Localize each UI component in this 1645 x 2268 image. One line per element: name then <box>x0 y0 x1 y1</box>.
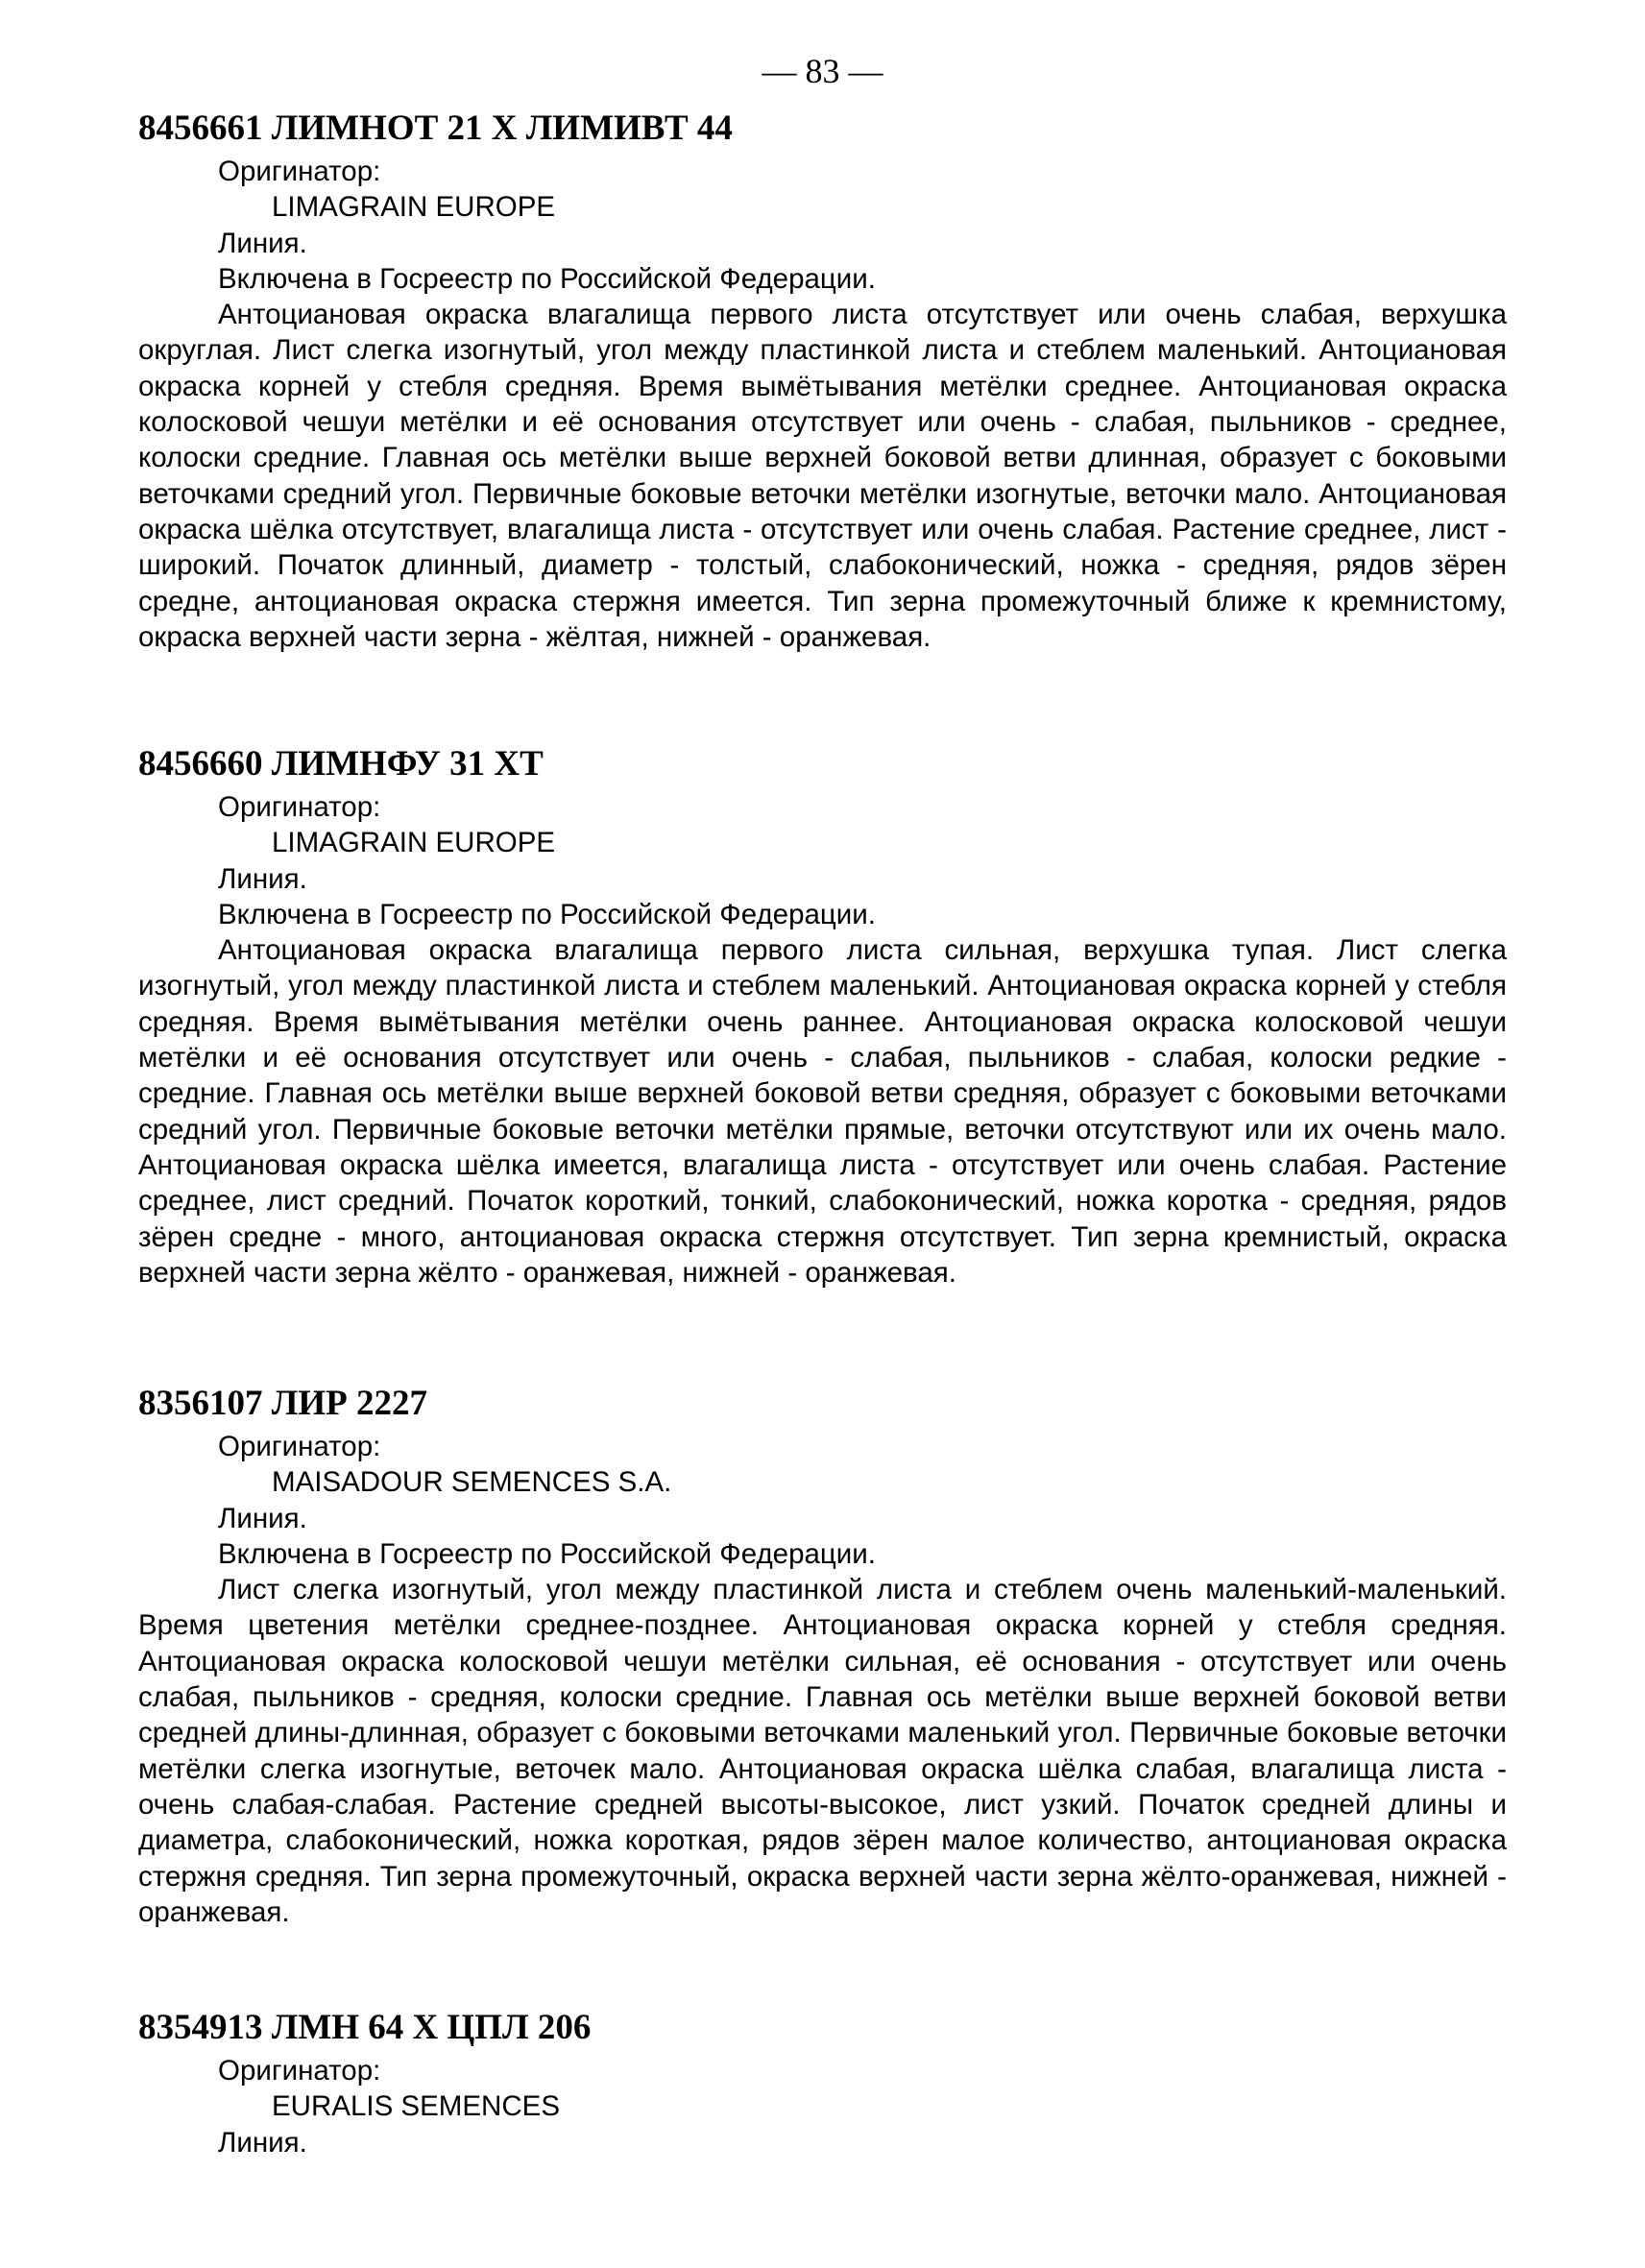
originator-name: LIMAGRAIN EUROPE <box>272 827 556 859</box>
entry-title: 8354913 ЛМН 64 Х ЦПЛ 206 <box>138 2008 592 2047</box>
originator-label: Оригинатор: <box>218 1431 381 1462</box>
page-number: — 83 — <box>762 52 883 90</box>
registry-status: Включена в Госреестр по Российской Федерации. <box>218 898 876 930</box>
variety-entry <box>138 1383 1507 1930</box>
entry-description: Антоциановая окраска влагалища первого листа сильная, верхушка тупая. Лист слегка изогнутый, угол между пластинкой листа и стеблем маленький. Антоциановая окраска корней у стебля средняя. Время вымётывания метёлки очень раннее. Антоциановая окраска колосковой чешуи метёлки и её основания отсутствует или очень - слабая, пыльников - слабая, колоски редкие - средние. Главная ось метёлки выше верхней боковой ветви средняя, образует с боковыми веточками средний угол. Первичные боковые веточки метёлки прямые, веточки отсутствуют или их очень мало. Антоциановая окраска шёлка имеется, влагалища листа - отсутствует или очень слабая. Растение среднее, лист средний. Початок короткий, тонкий, слабоконический, ножка коротка - средняя, рядов зёрен средне - много, антоциановая окраска стержня отсутствует. Тип зерна кремнистый, окраска верхней части зерна жёлто - оранжевая, нижней - оранжевая. <box>138 934 1507 1289</box>
entry-type: Линия. <box>218 1502 307 1534</box>
entry-type: Линия. <box>218 862 307 895</box>
originator-label: Оригинатор: <box>218 156 381 187</box>
entry-title: 8356107 ЛИР 2227 <box>138 1384 427 1423</box>
entry-description: Антоциановая окраска влагалища первого листа отсутствует или очень слабая, верхушка округлая. Лист слегка изогнутый, угол между пластинкой листа и стеблем маленький. Антоциановая окраска корней у стебля средняя. Время вымётывания метёлки среднее. Антоциановая окраска колосковой чешуи метёлки и её основания отсутствует или очень - слабая, пыльников - среднее, колоски средние. Главная ось метёлки выше верхней боковой ветви длинная, образует с боковыми веточками средний угол. Первичные боковые веточки метёлки изогнутые, веточки мало. Антоциановая окраска шёлка отсутствует, влагалища листа - отсутствует или очень слабая. Растение среднее, лист - широкий. Початок длинный, диаметр - толстый, слабоконический, ножка - средняя, рядов зёрен средне, антоциановая окраска стержня имеется. Тип зерна промежуточный ближе к кремнистому, окраска верхней части зерна - жёлтая, нижней - оранжевая. <box>138 299 1507 653</box>
registry-status: Включена в Госреестр по Российской Федерации. <box>218 262 876 295</box>
entry-title: 8456660 ЛИМНФУ 31 ХТ <box>138 744 544 784</box>
variety-entry <box>138 108 1507 655</box>
entry-type: Линия. <box>218 2126 307 2159</box>
entry-description: Лист слегка изогнутый, угол между пластинкой листа и стеблем очень маленький-маленький. Время цветения метёлки среднее-позднее. Антоциановая окраска корней у стебля средняя. Антоциановая окраска колосковой чешуи метёлки сильная, её основания - отсутствует или очень слабая, пыльников - средняя, колоски средние. Главная ось метёлки выше верхней боковой ветви средней длины-длинная, образует с боковыми веточками маленький угол. Первичные боковые веточки метёлки слегка изогнутые, веточек мало. Антоциановая окраска шёлка слабая, влагалища листа - очень слабая-слабая. Растение средней высоты-высокое, лист узкий. Початок средней длины и диаметра, слабоконический, ножка короткая, рядов зёрен малое количество, антоциановая окраска стержня средняя. Тип зерна промежуточный, окраска верхней части зерна жёлто-оранжевая, нижней - оранжевая. <box>138 1574 1507 1928</box>
entry-title: 8456661 ЛИМНОТ 21 Х ЛИМИВТ 44 <box>138 109 733 148</box>
registry-status: Включена в Госреестр по Российской Федерации. <box>218 1537 876 1570</box>
originator-name: LIMAGRAIN EUROPE <box>272 191 556 224</box>
variety-entry <box>138 2007 1507 2160</box>
originator-label: Оригинатор: <box>218 791 381 823</box>
variety-entry <box>138 743 1507 1291</box>
originator-name: MAISADOUR SEMENCES S.A. <box>272 1466 672 1499</box>
originator-name: EURALIS SEMENCES <box>272 2090 560 2123</box>
entry-type: Линия. <box>218 227 307 259</box>
originator-label: Оригинатор: <box>218 2055 381 2087</box>
